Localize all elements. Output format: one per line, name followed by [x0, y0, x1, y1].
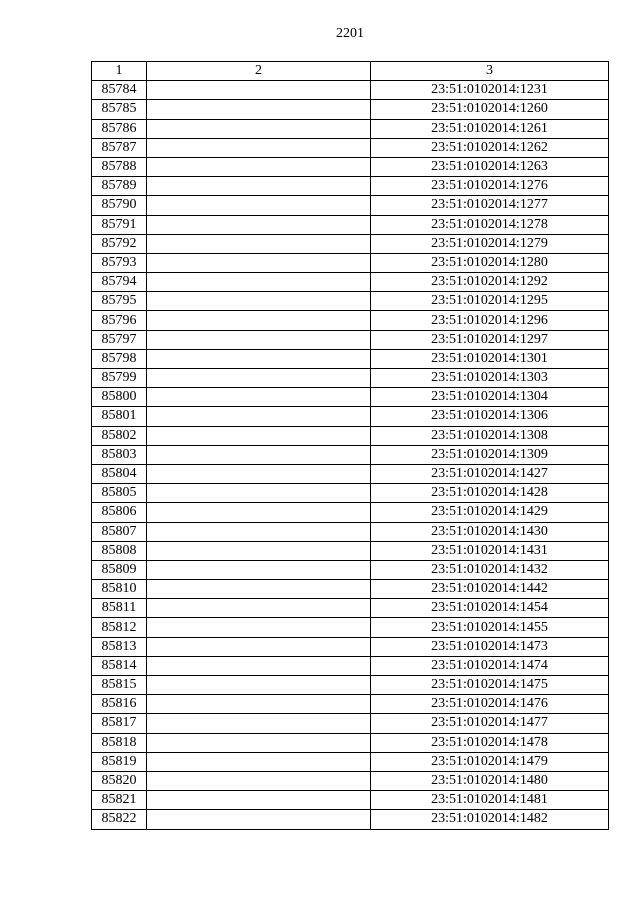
table-row: [92, 599, 609, 618]
table-row: [92, 215, 609, 234]
cadastral-number-cell: 23:51:0102014:1306: [371, 407, 609, 426]
description-cell: [147, 157, 371, 176]
column-header-3: 3: [371, 62, 609, 81]
row-number-cell: 85816: [92, 695, 147, 714]
description-cell: [147, 522, 371, 541]
description-cell: [147, 771, 371, 790]
table-row: [92, 810, 609, 829]
cadastral-number-cell: 23:51:0102014:1476: [371, 695, 609, 714]
description-cell: [147, 676, 371, 695]
table-row: [92, 177, 609, 196]
table-row: [92, 618, 609, 637]
row-number-cell: 85809: [92, 560, 147, 579]
cadastral-number-cell: 23:51:0102014:1430: [371, 522, 609, 541]
row-number-cell: 85818: [92, 733, 147, 752]
row-number-cell: 85791: [92, 215, 147, 234]
description-cell: [147, 695, 371, 714]
description-cell: [147, 407, 371, 426]
column-header-2: 2: [147, 62, 371, 81]
row-number-cell: 85811: [92, 599, 147, 618]
row-number-cell: 85800: [92, 388, 147, 407]
row-number-cell: 85813: [92, 637, 147, 656]
table-row: [92, 330, 609, 349]
description-cell: [147, 503, 371, 522]
cadastral-number-cell: 23:51:0102014:1431: [371, 541, 609, 560]
table-row: [92, 426, 609, 445]
description-cell: [147, 330, 371, 349]
cadastral-number-cell: 23:51:0102014:1442: [371, 580, 609, 599]
cadastral-number-cell: 23:51:0102014:1304: [371, 388, 609, 407]
description-cell: [147, 580, 371, 599]
row-number-cell: 85788: [92, 157, 147, 176]
table-row: [92, 560, 609, 579]
table-row: [92, 541, 609, 560]
row-number-cell: 85805: [92, 484, 147, 503]
table-row: [92, 273, 609, 292]
description-cell: [147, 311, 371, 330]
row-number-cell: 85798: [92, 349, 147, 368]
cadastral-number-cell: 23:51:0102014:1262: [371, 138, 609, 157]
description-cell: [147, 100, 371, 119]
row-number-cell: 85819: [92, 752, 147, 771]
row-number-cell: 85794: [92, 273, 147, 292]
description-cell: [147, 388, 371, 407]
cadastral-number-cell: 23:51:0102014:1308: [371, 426, 609, 445]
cadastral-number-cell: 23:51:0102014:1278: [371, 215, 609, 234]
cadastral-number-cell: 23:51:0102014:1427: [371, 464, 609, 483]
table-row: [92, 119, 609, 138]
row-number-cell: 85786: [92, 119, 147, 138]
description-cell: [147, 484, 371, 503]
table-row: [92, 714, 609, 733]
description-cell: [147, 177, 371, 196]
cadastral-number-cell: 23:51:0102014:1480: [371, 771, 609, 790]
cadastral-number-cell: 23:51:0102014:1260: [371, 100, 609, 119]
table-row: [92, 637, 609, 656]
description-cell: [147, 349, 371, 368]
row-number-cell: 85789: [92, 177, 147, 196]
row-number-cell: 85803: [92, 445, 147, 464]
cadastral-number-cell: 23:51:0102014:1432: [371, 560, 609, 579]
table-row: [92, 522, 609, 541]
table-row: [92, 580, 609, 599]
description-cell: [147, 273, 371, 292]
cadastral-number-cell: 23:51:0102014:1297: [371, 330, 609, 349]
table-row: [92, 349, 609, 368]
cadastral-number-cell: 23:51:0102014:1295: [371, 292, 609, 311]
row-number-cell: 85790: [92, 196, 147, 215]
cadastral-number-cell: 23:51:0102014:1280: [371, 253, 609, 272]
table-row: [92, 388, 609, 407]
row-number-cell: 85799: [92, 369, 147, 388]
table-row: [92, 234, 609, 253]
table-row: [92, 157, 609, 176]
table-row: [92, 407, 609, 426]
row-number-cell: 85792: [92, 234, 147, 253]
description-cell: [147, 464, 371, 483]
description-cell: [147, 292, 371, 311]
column-header-1: 1: [92, 62, 147, 81]
description-cell: [147, 637, 371, 656]
row-number-cell: 85801: [92, 407, 147, 426]
page-number: 2201: [336, 26, 364, 41]
table-row: [92, 253, 609, 272]
cadastral-number-cell: 23:51:0102014:1482: [371, 810, 609, 829]
row-number-cell: 85821: [92, 791, 147, 810]
cadastral-number-cell: 23:51:0102014:1292: [371, 273, 609, 292]
row-number-cell: 85810: [92, 580, 147, 599]
description-cell: [147, 618, 371, 637]
cadastral-number-cell: 23:51:0102014:1477: [371, 714, 609, 733]
table-row: [92, 445, 609, 464]
cadastral-number-cell: 23:51:0102014:1296: [371, 311, 609, 330]
description-cell: [147, 752, 371, 771]
cadastral-number-cell: 23:51:0102014:1277: [371, 196, 609, 215]
row-number-cell: 85808: [92, 541, 147, 560]
header-row: [92, 62, 609, 81]
cadastral-number-cell: 23:51:0102014:1478: [371, 733, 609, 752]
description-cell: [147, 253, 371, 272]
cadastral-number-cell: 23:51:0102014:1481: [371, 791, 609, 810]
description-cell: [147, 426, 371, 445]
table-row: [92, 311, 609, 330]
description-cell: [147, 138, 371, 157]
table-row: [92, 138, 609, 157]
table-row: [92, 292, 609, 311]
description-cell: [147, 810, 371, 829]
cadastral-number-cell: 23:51:0102014:1309: [371, 445, 609, 464]
description-cell: [147, 791, 371, 810]
cadastral-number-cell: 23:51:0102014:1454: [371, 599, 609, 618]
cadastral-number-cell: 23:51:0102014:1231: [371, 81, 609, 100]
description-cell: [147, 656, 371, 675]
row-number-cell: 85822: [92, 810, 147, 829]
row-number-cell: 85817: [92, 714, 147, 733]
cadastral-number-cell: 23:51:0102014:1276: [371, 177, 609, 196]
table-header: [92, 62, 609, 81]
row-number-cell: 85793: [92, 253, 147, 272]
row-number-cell: 85787: [92, 138, 147, 157]
table-row: [92, 484, 609, 503]
description-cell: [147, 234, 371, 253]
description-cell: [147, 560, 371, 579]
description-cell: [147, 119, 371, 138]
table-row: [92, 695, 609, 714]
description-cell: [147, 714, 371, 733]
cadastral-number-cell: 23:51:0102014:1473: [371, 637, 609, 656]
cadastral-number-cell: 23:51:0102014:1474: [371, 656, 609, 675]
table-body: [92, 81, 609, 829]
row-number-cell: 85785: [92, 100, 147, 119]
row-number-cell: 85804: [92, 464, 147, 483]
row-number-cell: 85802: [92, 426, 147, 445]
description-cell: [147, 369, 371, 388]
description-cell: [147, 81, 371, 100]
row-number-cell: 85806: [92, 503, 147, 522]
description-cell: [147, 445, 371, 464]
cadastral-number-cell: 23:51:0102014:1455: [371, 618, 609, 637]
table-row: [92, 369, 609, 388]
table-row: [92, 676, 609, 695]
cadastral-number-cell: 23:51:0102014:1303: [371, 369, 609, 388]
description-cell: [147, 733, 371, 752]
cadastral-number-cell: 23:51:0102014:1479: [371, 752, 609, 771]
description-cell: [147, 541, 371, 560]
cadastral-number-cell: 23:51:0102014:1301: [371, 349, 609, 368]
table-row: [92, 196, 609, 215]
description-cell: [147, 215, 371, 234]
table-row: [92, 733, 609, 752]
table-row: [92, 771, 609, 790]
description-cell: [147, 196, 371, 215]
row-number-cell: 85796: [92, 311, 147, 330]
row-number-cell: 85815: [92, 676, 147, 695]
cadastral-number-cell: 23:51:0102014:1279: [371, 234, 609, 253]
row-number-cell: 85807: [92, 522, 147, 541]
table-row: [92, 81, 609, 100]
table-row: [92, 100, 609, 119]
cadastral-number-cell: 23:51:0102014:1263: [371, 157, 609, 176]
cadastral-number-cell: 23:51:0102014:1429: [371, 503, 609, 522]
row-number-cell: 85820: [92, 771, 147, 790]
cadastral-number-cell: 23:51:0102014:1261: [371, 119, 609, 138]
cadastral-number-cell: 23:51:0102014:1428: [371, 484, 609, 503]
description-cell: [147, 599, 371, 618]
table-row: [92, 791, 609, 810]
row-number-cell: 85784: [92, 81, 147, 100]
table-row: [92, 503, 609, 522]
table-row: [92, 752, 609, 771]
row-number-cell: 85797: [92, 330, 147, 349]
register-table: [91, 61, 609, 830]
table-row: [92, 464, 609, 483]
cadastral-number-cell: 23:51:0102014:1475: [371, 676, 609, 695]
row-number-cell: 85795: [92, 292, 147, 311]
row-number-cell: 85812: [92, 618, 147, 637]
table-row: [92, 656, 609, 675]
row-number-cell: 85814: [92, 656, 147, 675]
